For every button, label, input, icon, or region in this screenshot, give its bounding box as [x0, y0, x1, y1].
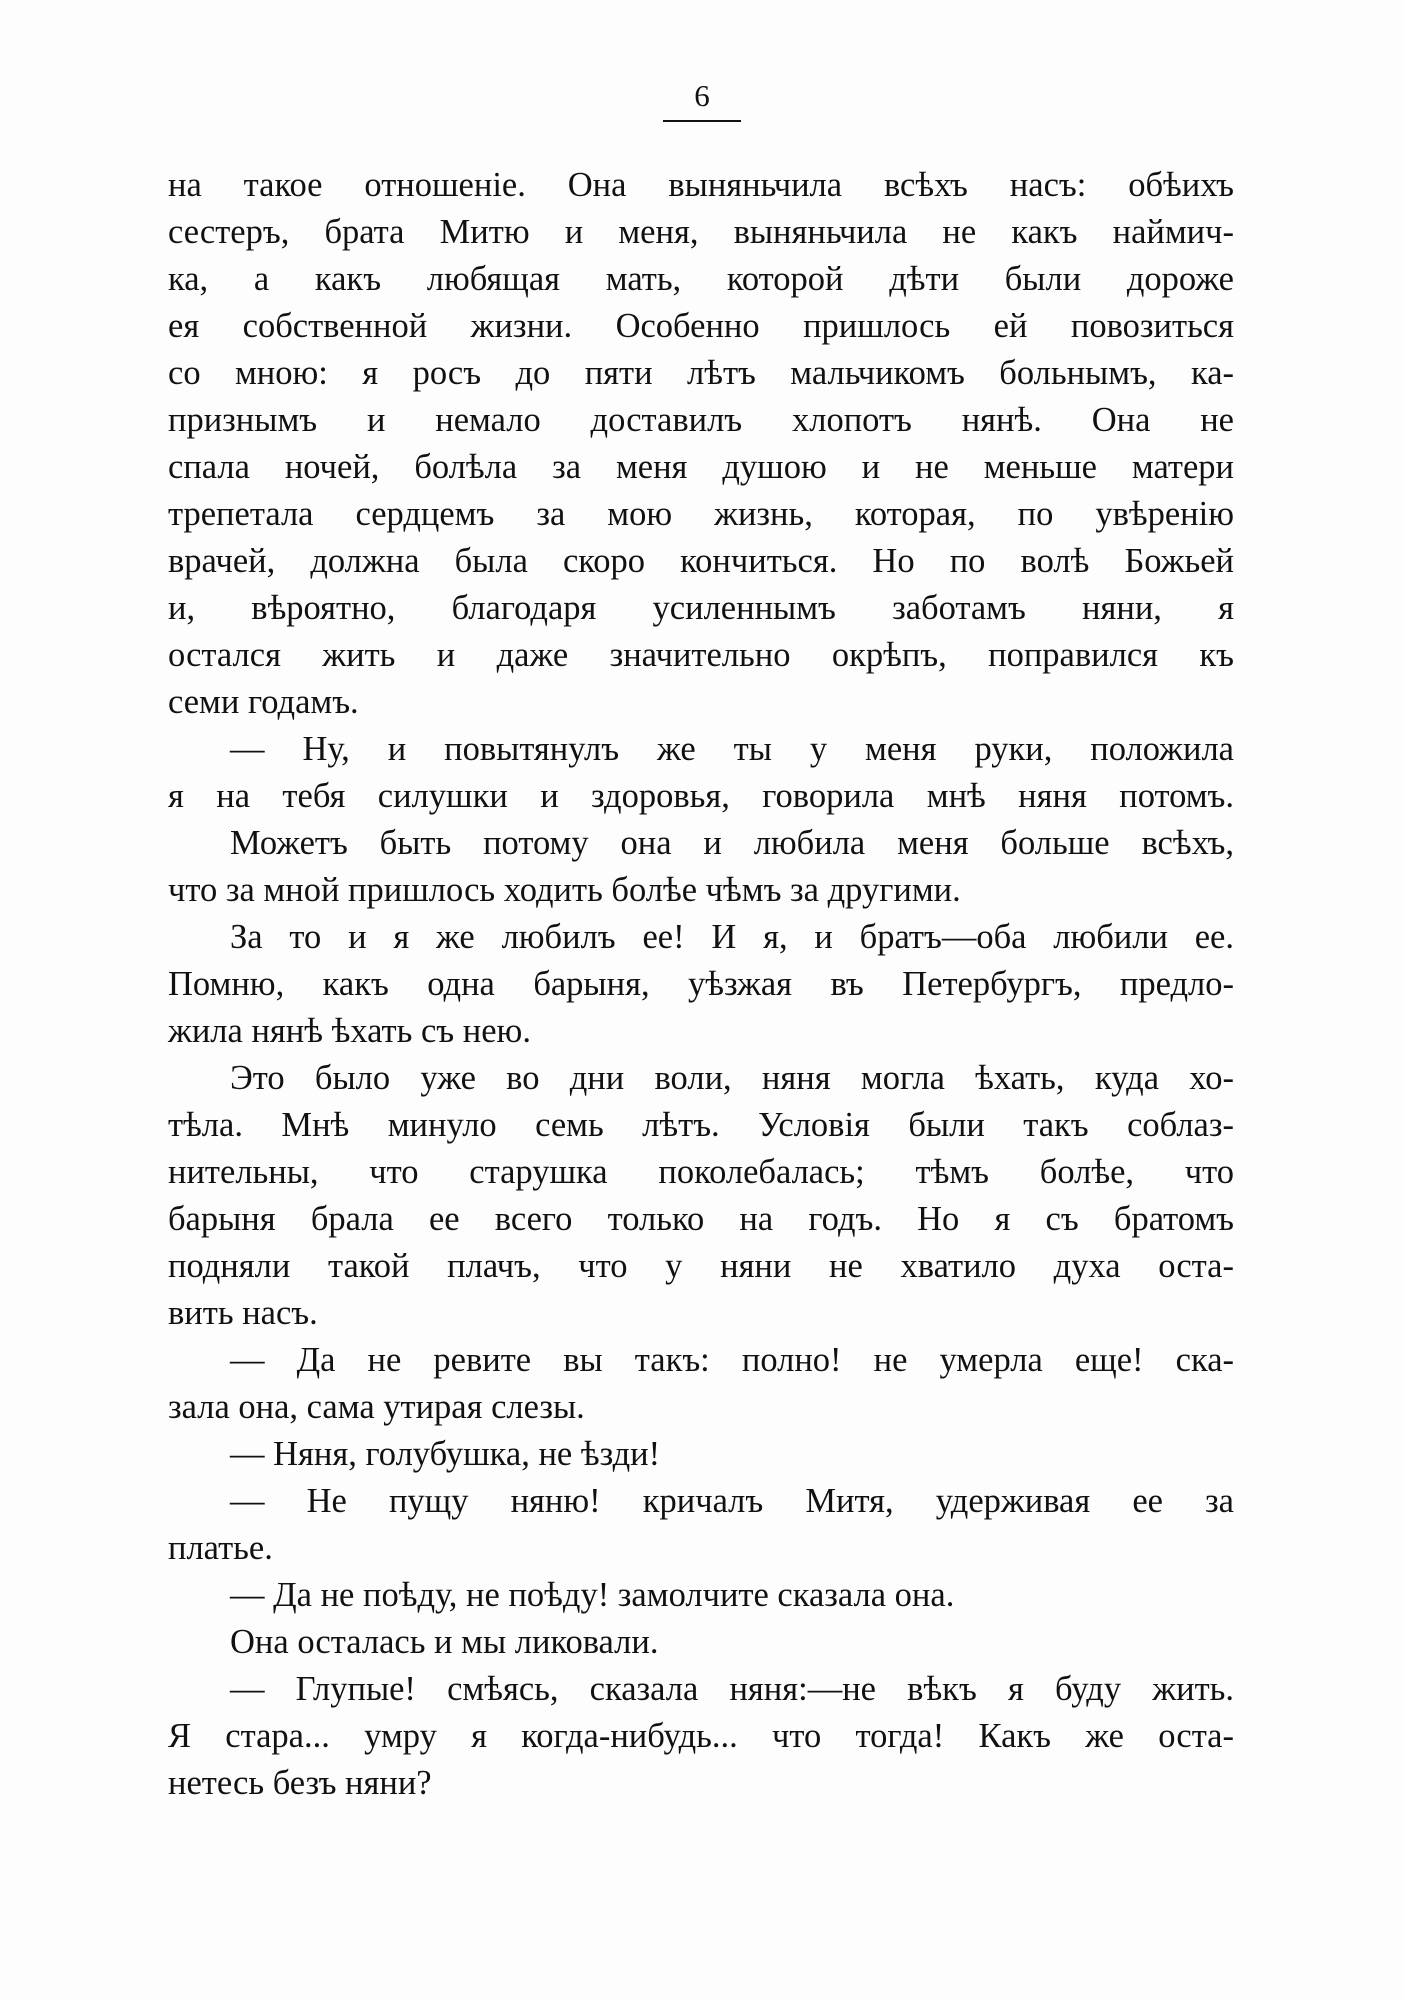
text-line: со мною: я росъ до пяти лѣтъ мальчикомъ больнымъ, ка- [168, 354, 1234, 392]
page-number: 6 [663, 78, 741, 122]
text-line: что за мной пришлось ходить болѣе чѣмъ за другими. [168, 871, 961, 909]
text-line: Можетъ быть потому она и любила меня больше всѣхъ, [230, 824, 1234, 862]
text-line: Я стара... умру я когда-нибудь... что тогда! Какъ же оста- [168, 1717, 1234, 1755]
page-header [0, 78, 1404, 122]
text-line: Это было уже во дни воли, няня могла ѣхать, куда хо- [230, 1059, 1234, 1097]
text-line: — Да не ревите вы такъ: полно! не умерла еще! ска- [230, 1341, 1234, 1379]
text-line: ея собственной жизни. Особенно пришлось ей повозиться [168, 307, 1234, 345]
text-line: За то и я же любилъ ее! И я, и братъ—оба любили ее. [230, 918, 1234, 956]
text-line: — Не пущу няню! кричалъ Митя, удерживая ее за [230, 1482, 1234, 1520]
text-line: — Ну, и повытянулъ же ты у меня руки, положила [230, 730, 1234, 768]
text-line: вить насъ. [168, 1294, 318, 1332]
text-line: Она осталась и мы ликовали. [230, 1623, 659, 1661]
text-line: барыня брала ее всего только на годъ. Но я съ братомъ [168, 1200, 1234, 1238]
text-line: — Глупые! смѣясь, сказала няня:—не вѣкъ я буду жить. [230, 1670, 1234, 1708]
text-line: тѣла. Мнѣ минуло семь лѣтъ. Условія были такъ соблаз- [168, 1106, 1234, 1144]
text-line: сестеръ, брата Митю и меня, выняньчила не какъ наймич- [168, 213, 1234, 251]
text-line: спала ночей, болѣла за меня душою и не меньше матери [168, 448, 1234, 486]
text-line: я на тебя силушки и здоровья, говорила мнѣ няня потомъ. [168, 777, 1234, 815]
text-line: признымъ и немало доставилъ хлопотъ нянѣ. Она не [168, 401, 1234, 439]
text-line: трепетала сердцемъ за мою жизнь, которая, по увѣренію [168, 495, 1234, 533]
body-text [168, 162, 1234, 1807]
text-line: Помню, какъ одна барыня, уѣзжая въ Петербургъ, предло- [168, 965, 1234, 1003]
text-line: и, вѣроятно, благодаря усиленнымъ заботамъ няни, я [168, 589, 1234, 627]
text-line: на такое отношеніе. Она выняньчила всѣхъ насъ: обѣихъ [168, 166, 1234, 204]
text-line: врачей, должна была скоро кончиться. Но по волѣ Божьей [168, 542, 1234, 580]
text-line: — Да не поѣду, не поѣду! замолчите сказала она. [230, 1576, 955, 1614]
text-line: подняли такой плачъ, что у няни не хватило духа оста- [168, 1247, 1234, 1285]
text-line: нетесь безъ няни? [168, 1764, 432, 1802]
text-line: семи годамъ. [168, 683, 359, 721]
text-line: зала она, сама утирая слезы. [168, 1388, 585, 1426]
text-line: — Няня, голубушка, не ѣзди! [230, 1435, 661, 1473]
text-line: платье. [168, 1529, 273, 1567]
text-line: остался жить и даже значительно окрѣпъ, поправился къ [168, 636, 1234, 674]
text-line: ка, а какъ любящая мать, которой дѣти были дороже [168, 260, 1234, 298]
text-line: жила нянѣ ѣхать съ нею. [168, 1012, 531, 1050]
text-line: нительны, что старушка поколебалась; тѣмъ болѣе, что [168, 1153, 1234, 1191]
